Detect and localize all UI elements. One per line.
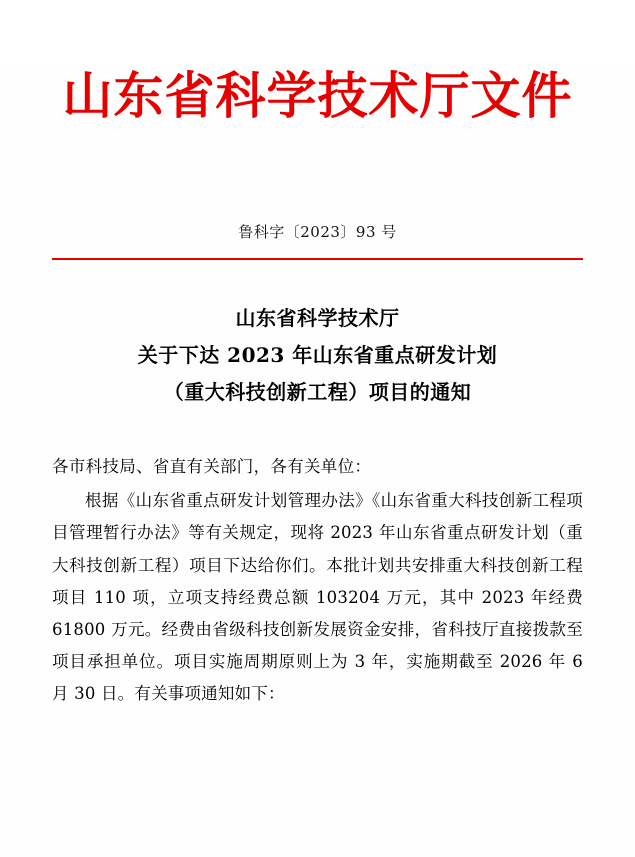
- body-text: [52, 485, 583, 710]
- document-page: [0, 68, 635, 857]
- document-number: 鲁科字〔2023〕93 号: [238, 223, 397, 241]
- title-line-2: 关于下达 2023 年山东省重点研发计划: [137, 343, 498, 367]
- red-divider-rule: [52, 258, 583, 260]
- document-masthead: 山东省科学技术厅文件: [62, 66, 573, 125]
- salutation: 各市科技局、省直有关部门，各有关单位：: [52, 457, 372, 476]
- title-line-1: 山东省科学技术厅: [235, 306, 400, 330]
- document-title: [52, 300, 583, 411]
- body-paragraph-1: 根据《山东省重点研发计划管理办法》《山东省重大科技创新工程项目管理暂行办法》等有关规定，现将 2023 年山东省重点研发计划（重大科技创新工程）项目下达给你们。本批计划共安排重大科技创新工程项目 110 项，立项支持经费总额 103204 万元，其中 2023 年经费 61800 万元。经费由省级科技创新发展资金安排，省科技厅直接拨款至项目承担单位。项目实施周期原则上为 3 年，实施期截至 2026 年 6 月 30 日。有关事项通知如下：: [52, 491, 583, 704]
- title-line-3: （重大科技创新工程）项目的通知: [163, 380, 472, 404]
